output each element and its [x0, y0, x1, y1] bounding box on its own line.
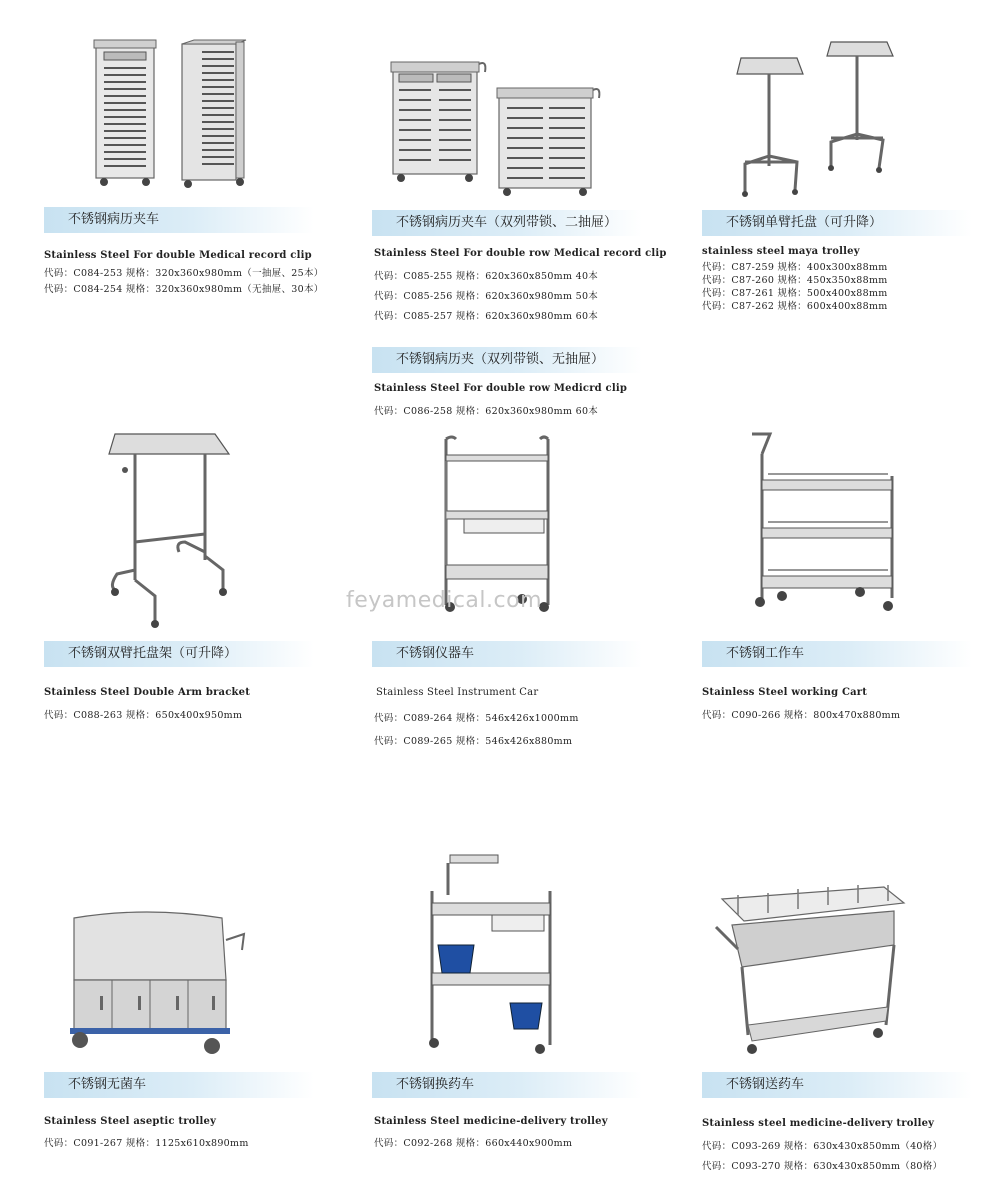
watermark: feyamedical.com [346, 588, 542, 613]
product-image-double-arm-bracket [105, 430, 245, 630]
product-spec-line: 代码：C089-264 规格：546x426x1000mm [374, 713, 579, 724]
product-english-name: Stainless Steel For double row Medicrd clip [374, 383, 628, 394]
product-title-banner: 不锈钢双臂托盘架（可升降） [44, 641, 314, 667]
product-english-name: Stainless Steel Double Arm bracket [44, 687, 251, 698]
product-spec-line: 代码：C090-266 规格：800x470x880mm [702, 710, 901, 721]
product-title-banner: 不锈钢单臂托盘（可升降） [702, 210, 972, 236]
product-spec-line: 代码：C092-268 规格：660x440x900mm [374, 1138, 573, 1149]
product-spec-line: 代码：C093-269 规格：630x430x850mm（40格） [702, 1141, 943, 1152]
product-title-banner: 不锈钢病历夹车 [44, 207, 314, 233]
product-title-banner: 不锈钢工作车 [702, 641, 972, 667]
product-title-banner: 不锈钢病历夹（双列带锁、无抽屉） [372, 347, 642, 373]
product-image-aseptic-trolley [66, 910, 256, 1062]
product-english-name: Stainless Steel aseptic trolley [44, 1116, 217, 1127]
product-spec-line: 代码：C091-267 规格：1125x610x890mm [44, 1138, 249, 1149]
product-english-name: Stainless Steel For double Medical record clip [44, 250, 312, 261]
product-spec-line: 代码：C086-258 规格：620x360x980mm 60本 [374, 406, 599, 417]
product-spec-line: 代码：C87-261 规格：500x400x88mm [702, 288, 888, 299]
product-spec-line: 代码：C085-257 规格：620x360x980mm 60本 [374, 311, 599, 322]
product-spec-line: 代码：C87-260 规格：450x350x88mm [702, 275, 888, 286]
product-spec-line: 代码：C085-256 规格：620x360x980mm 50本 [374, 291, 599, 302]
product-image-double-row-record-cart [385, 56, 605, 198]
product-title-banner: 不锈钢换药车 [372, 1072, 642, 1098]
product-english-name: Stainless steel medicine-delivery trolley [702, 1118, 935, 1129]
product-image-working-cart [748, 430, 900, 614]
product-spec-line: 代码：C085-255 规格：620x360x850mm 40本 [374, 271, 599, 282]
product-title-banner: 不锈钢仪器车 [372, 641, 642, 667]
product-english-name: Stainless Steel Instrument Car [376, 687, 539, 698]
product-title-banner: 不锈钢送药车 [702, 1072, 972, 1098]
product-spec-line: 代码：C093-270 规格：630x430x850mm（80格） [702, 1161, 943, 1172]
product-image-medicine-delivery-trolley [708, 875, 918, 1060]
product-english-name: Stainless Steel working Cart [702, 687, 868, 698]
product-spec-line: 代码：C084-253 规格：320x360x980mm（一抽屉、25本） [44, 268, 324, 279]
product-english-name: Stainless Steel medicine-delivery trolley [374, 1116, 608, 1127]
product-spec-line: 代码：C084-254 规格：320x360x980mm（无抽屉、30本） [44, 284, 324, 295]
product-image-dressing-trolley [418, 855, 563, 1055]
product-spec-line: 代码：C088-263 规格：650x400x950mm [44, 710, 243, 721]
product-image-maya-trolley [735, 38, 895, 200]
product-english-name: stainless steel maya trolley [702, 246, 860, 257]
product-spec-line: 代码：C87-262 规格：600x400x88mm [702, 301, 888, 312]
product-title-banner: 不锈钢无菌车 [44, 1072, 314, 1098]
product-spec-line: 代码：C87-259 规格：400x300x88mm [702, 262, 888, 273]
product-spec-line: 代码：C089-265 规格：546x426x880mm [374, 736, 573, 747]
product-image-record-clip-cart [90, 38, 250, 190]
product-title-banner: 不锈钢病历夹车（双列带锁、二抽屉） [372, 210, 642, 236]
product-english-name: Stainless Steel For double row Medical record clip [374, 248, 667, 259]
